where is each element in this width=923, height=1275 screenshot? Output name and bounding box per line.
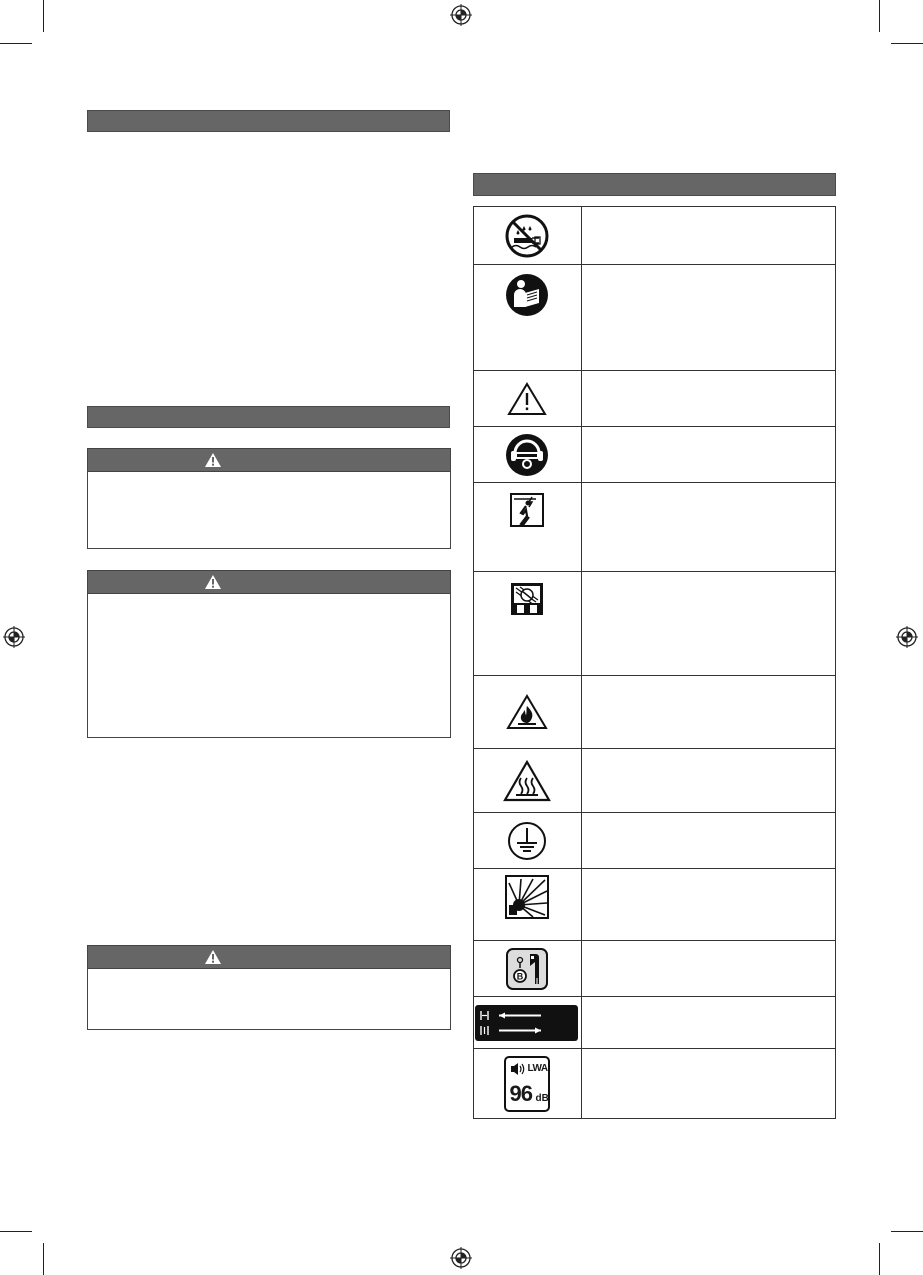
- section-header-bar: [473, 173, 836, 196]
- ground-symbol-icon: [507, 821, 547, 861]
- electric-shock-hazard-icon: [510, 493, 544, 527]
- sound-power-label-icon: [504, 1056, 550, 1112]
- flammable-icon: [506, 694, 548, 730]
- symbols-table: [473, 206, 836, 1119]
- warning-triangle-icon: [204, 949, 222, 965]
- warning-header: [88, 449, 450, 472]
- crop-mark: [891, 1231, 923, 1232]
- symbol-row: [474, 572, 836, 676]
- warning-box: [87, 945, 451, 1030]
- eye-ear-protection-icon: [505, 433, 549, 477]
- symbol-row: [474, 869, 836, 941]
- crop-mark: [0, 43, 32, 44]
- crop-mark: [891, 43, 923, 44]
- warning-triangle-icon: [204, 452, 222, 468]
- symbol-row: [474, 997, 836, 1049]
- warning-box: [87, 448, 451, 549]
- symbol-row: [474, 371, 836, 427]
- crop-mark: [0, 1231, 32, 1232]
- warning-triangle-icon: [204, 574, 222, 590]
- symbol-row: [474, 483, 836, 572]
- hot-surface-icon: [503, 760, 551, 802]
- crop-mark: [43, 1243, 44, 1275]
- registration-mark-icon: [896, 626, 918, 648]
- registration-mark-icon: [450, 4, 472, 26]
- no-smoking-fuel-icon: [510, 582, 544, 616]
- read-manual-icon: [505, 273, 549, 317]
- crop-mark: [43, 0, 44, 32]
- speaker-icon: [509, 1062, 525, 1076]
- registration-mark-icon: [450, 1247, 472, 1269]
- svg-text:B: B: [517, 971, 524, 981]
- symbol-row: [474, 813, 836, 869]
- sound-label: LWA: [527, 1062, 548, 1074]
- registration-mark-icon: [3, 626, 25, 648]
- crop-mark: [879, 1243, 880, 1275]
- warning-header: [88, 571, 450, 594]
- warning-box: [87, 570, 451, 738]
- symbol-row: [474, 1049, 836, 1119]
- section-header-bar: [87, 406, 450, 428]
- warning-header: [88, 946, 450, 969]
- symbol-row: [474, 749, 836, 813]
- no-rain-icon: [505, 214, 549, 258]
- symbol-row: [474, 265, 836, 371]
- symbol-row: [474, 427, 836, 483]
- sound-level-unit: dB: [535, 1092, 549, 1104]
- start-switch-icon: [506, 948, 548, 990]
- explosion-hazard-icon: [505, 875, 549, 919]
- symbol-row: [474, 941, 836, 997]
- crop-mark: [879, 0, 880, 32]
- symbol-row: [474, 676, 836, 749]
- sound-level-value: 96: [509, 1080, 532, 1106]
- symbol-row: [474, 207, 836, 265]
- direction-arrows-icon: [475, 1005, 578, 1041]
- safety-alert-icon: [507, 382, 547, 416]
- section-header-bar: [87, 110, 450, 132]
